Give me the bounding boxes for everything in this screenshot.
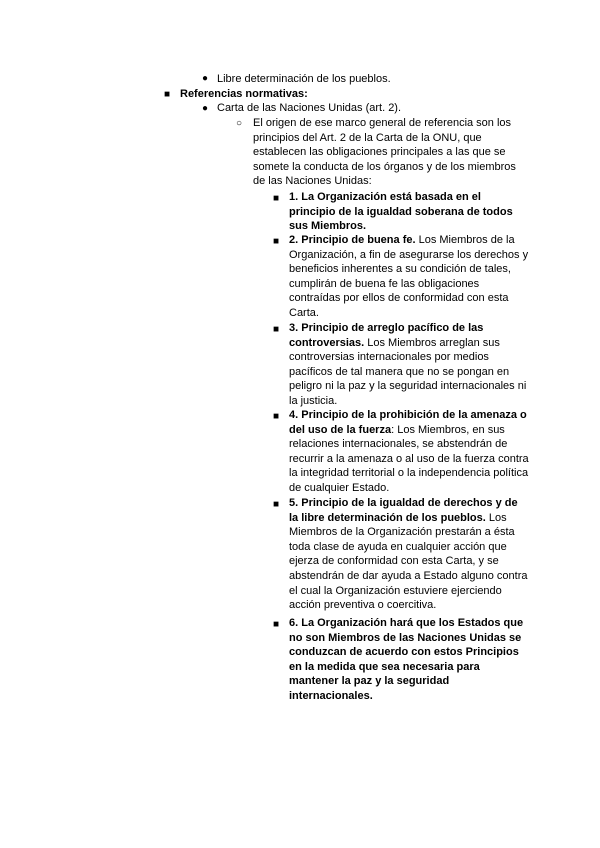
principle-item <box>289 408 529 496</box>
principle-title: 3. Principio de arreglo pacífico de las controversias. <box>289 322 484 349</box>
principle-item <box>289 190 529 234</box>
principle-title: 5. Principio de la igualdad de derechos y de la libre determinación de los pueblos. <box>289 497 518 524</box>
section-heading: Referencias normativas: <box>180 88 308 100</box>
principle-text: : Los Miembros, en sus relaciones internacionales, se abstendrán de recurrir a la amenaza o al uso de la fuerza contra la integridad territorial o la independencia política de cualquier Estado. <box>289 423 529 494</box>
bullet-square-icon: ■ <box>164 89 171 100</box>
bullet-dot-icon: ● <box>202 103 209 114</box>
principle-text: Los Miembros de la Organización prestarán a ésta toda clase de ayuda en cualquier acción que ejerza de conformidad con esta Carta, y se abstendrán de dar ayuda a Estado alguno contra el cual la Organización estuviere ejerciendo acción preventiva o coercitiva. <box>289 511 528 612</box>
principle-title: 2. Principio de buena fe. <box>289 234 416 246</box>
principle-item <box>289 616 529 704</box>
principle-item <box>289 233 529 321</box>
bullet-square-icon: ■ <box>273 193 280 204</box>
principle-text: Los Miembros de la Organización, a fin de asegurarse los derechos y beneficios inherentes a su condición de tales, cumplirán de buena fe las obligaciones contraídas por ellos de conformidad con esta Carta. <box>289 234 529 319</box>
list-item: Libre determinación de los pueblos. <box>217 73 391 85</box>
principle-text: Los Miembros arreglan sus controversias internacionales por medios pacíficos de tal manera que no se pongan en peligro ni la paz y la seguridad internacionales ni la justicia. <box>289 336 527 407</box>
principle-item <box>289 496 529 613</box>
list-item: Carta de las Naciones Unidas (art. 2). <box>217 102 402 114</box>
bullet-square-icon: ■ <box>273 236 280 247</box>
principle-title: 1. La Organización está basada en el principio de la igualdad soberana de todos sus Miembros. <box>289 191 513 233</box>
principle-item <box>289 321 529 409</box>
paragraph: El origen de ese marco general de referencia son los principios del Art. 2 de la Carta de la ONU, que establecen las obligaciones principales a las que se somete la conducta de los órganos y de los miembros de las Naciones Unidas: <box>253 117 516 188</box>
bullet-circle-icon: ○ <box>236 118 243 129</box>
principle-title: 6. La Organización hará que los Estados que no son Miembros de las Naciones Unidas se conduzcan de acuerdo con estos Principios en la medida que sea necesaria para mantener la paz y la seguridad internacionales. <box>289 617 524 702</box>
principle-title: 4. Principio de la prohibición de la amenaza o del uso de la fuerza <box>289 409 527 436</box>
bullet-dot-icon: ● <box>202 73 209 84</box>
bullet-square-icon: ■ <box>273 619 280 630</box>
bullet-square-icon: ■ <box>273 324 280 335</box>
bullet-square-icon: ■ <box>273 499 280 510</box>
bullet-square-icon: ■ <box>273 411 280 422</box>
